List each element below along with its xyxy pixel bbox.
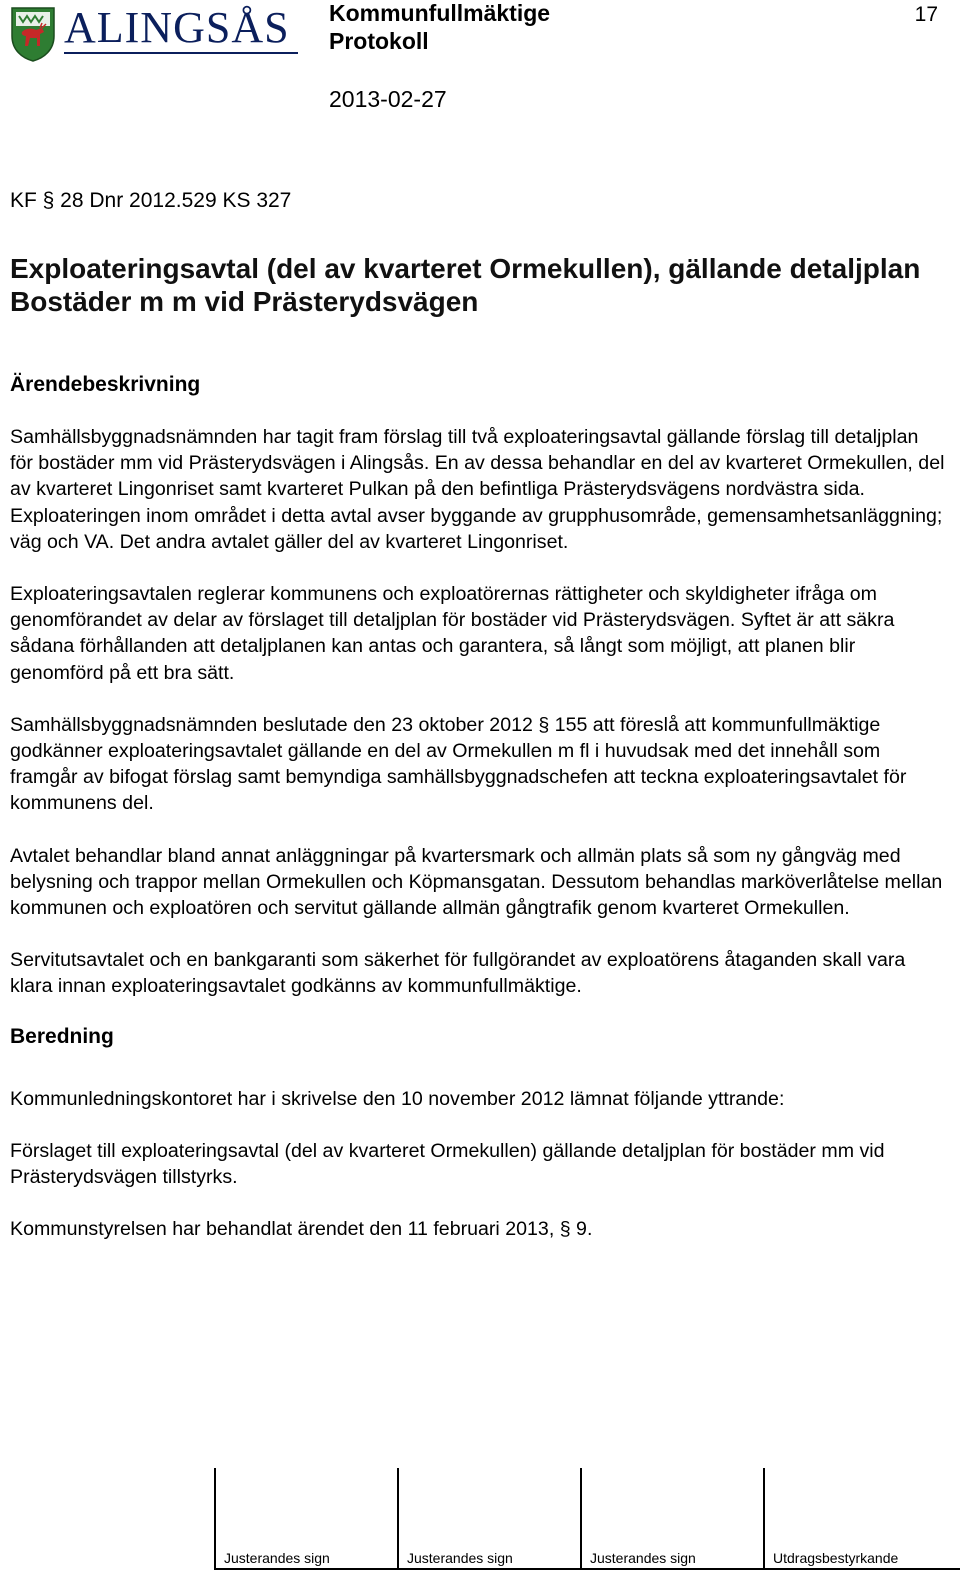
document-subtype: Protokoll [329,28,429,54]
coat-of-arms-icon [10,6,56,62]
certification-field-label: Utdragsbestyrkande [773,1550,899,1566]
signature-divider [580,1468,582,1568]
case-title: Exploateringsavtal (del av kvarteret Ormekullen), gällande detaljplan Bostäder m m vid Prästerydsvägen [10,253,921,317]
description-paragraph: Avtalet behandlar bland annat anläggningar på kvartersmark och allmän plats så som ny gångväg med belysning och trappor mellan Ormekullen och Köpmansgatan. Dessutom behandlas marköverlåtelse mellan kommunen och exploatören och servitut gällande allmän gångtrafik genom kvarteret Ormekullen. [10,844,943,920]
preparation-heading: Beredning [10,1024,114,1048]
signature-field-label: Justerandes sign [407,1550,513,1566]
preparation-paragraph: Kommunledningskontoret har i skrivelse den 10 november 2012 lämnat följande yttrande: [10,1087,785,1110]
document-body [10,188,945,1268]
preparation-paragraph: Kommunstyrelsen har behandlat ärendet den 11 februari 2013, § 9. [10,1218,593,1241]
description-paragraph: Samhällsbyggnadsnämnden beslutade den 23 oktober 2012 § 155 att föreslå att kommunfullmäktige godkänner exploateringsavtalet gällande en del av Ormekullen m fl i huvudsak med det innehåll som framgår av bifogat förslag samt bemyndiga samhällsbyggnadschefen att teckna exploateringsavtalet för kommunens del. [10,713,907,815]
municipality-logo [8,4,298,66]
page-number: 17 [914,3,938,26]
signature-divider [214,1468,216,1568]
description-paragraph: Servitutsavtalet och en bankgaranti som säkerhet för fullgörandet av exploatörens åtaganden skall vara klara innan exploateringsavtalet godkänns av kommunfullmäktige. [10,949,906,998]
description-heading: Ärendebeskrivning [10,373,201,396]
logo-underline [64,52,298,54]
signature-divider [397,1468,399,1568]
signature-grid [0,1468,960,1587]
document-type: Kommunfullmäktige [329,0,551,26]
description-paragraph: Exploateringsavtalen reglerar kommunens och exploatörernas rättigheter och skyldigheter ifråga om genomförandet av delar av förslaget till detaljplan för bostäder vid Prästerydsvägen. Syftet är att säkra sådana förhållanden att detaljplanen kan antas och garantera, så långt som möjligt, att planen blir genomförd på ett bra sätt. [10,583,895,684]
meeting-date: 2013-02-27 [329,86,447,112]
description-paragraph: Samhällsbyggnadsnämnden har tagit fram förslag till två exploateringsavtal gällande förslag till detaljplan för bostäder mm vid Prästerydsvägen i Alingsås. En av dessa behandlar en del av kvarteret Ormekullen, del av kvarteret Lingonriset samt kvarteret Pulkan på den befintliga Prästerydsvägens nordvästra sida. Exploateringen inom området i detta avtal avser byggande av grupphusområde, gemensamhetsanläggning; väg och VA. Det andra avtalet gäller del av kvarteret Lingonriset. [10,426,945,553]
logo-wordmark: ALINGSÅS [64,3,290,52]
signature-divider [763,1468,765,1568]
case-reference: KF § 28 Dnr 2012.529 KS 327 [10,189,292,212]
preparation-paragraph: Förslaget till exploateringsavtal (del av kvarteret Ormekullen) gällande detaljplan för bostäder mm vid Prästerydsvägen tillstyrks. [10,1139,885,1189]
signature-field-label: Justerandes sign [590,1550,696,1566]
signature-field-label: Justerandes sign [224,1550,330,1566]
signature-baseline [214,1568,960,1570]
